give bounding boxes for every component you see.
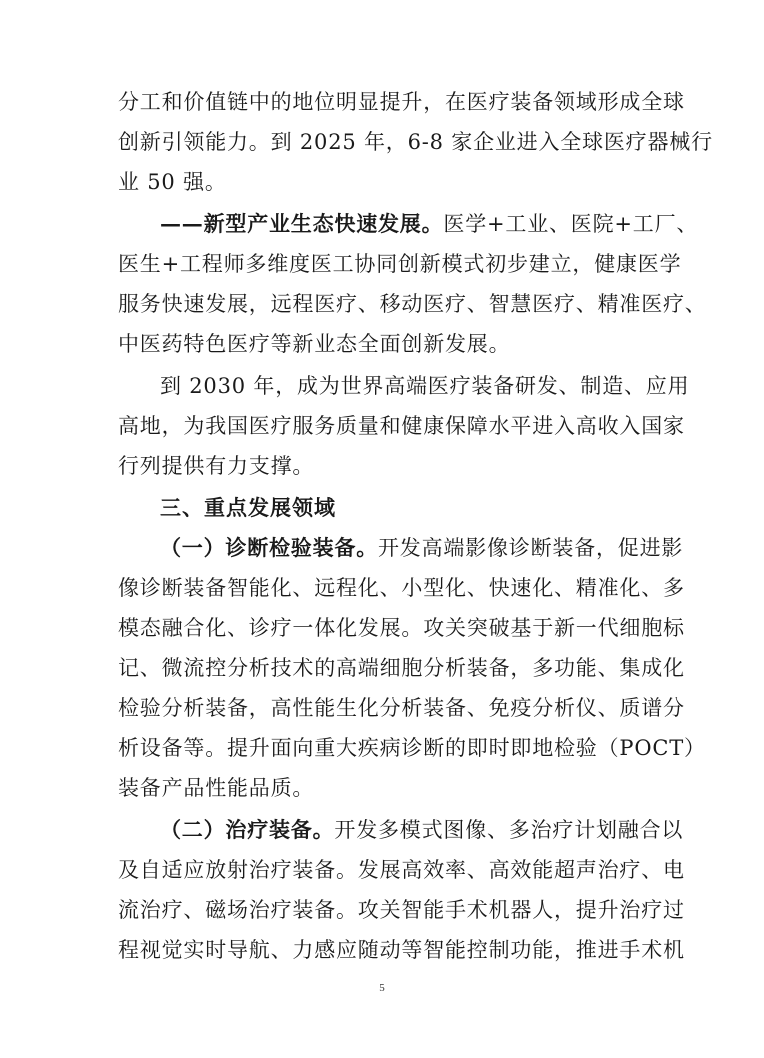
section-heading: 三、重点发展领域 [160, 496, 336, 520]
paragraph-line: 模态融合化、诊疗一体化发展。攻关突破基于新一代细胞标 [118, 616, 685, 640]
paragraph-text: 开发高端影像诊断装备，促进影 [378, 536, 684, 560]
paragraph-line: 程视觉实时导航、力感应随动等智能控制功能，推进手术机 [118, 938, 685, 962]
paragraph-line: 流治疗、磁场治疗装备。攻关智能手术机器人，提升治疗过 [118, 898, 685, 922]
paragraph-line: 中医药特色医疗等新业态全面创新发展。 [118, 332, 511, 356]
paragraph-text: 医学+工业、医院+工厂、 [443, 212, 699, 236]
paragraph-line: 记、微流控分析技术的高端细胞分析装备，多功能、集成化 [118, 656, 685, 680]
paragraph-line: 创新引领能力。到 2025 年，6-8 家企业进入全球医疗器械行 [118, 130, 713, 154]
paragraph-line: 医生+工程师多维度医工协同创新模式初步建立，健康医学 [118, 252, 682, 276]
paragraph-line: 像诊断装备智能化、远程化、小型化、快速化、精准化、多 [118, 576, 685, 600]
paragraph-line: 服务快速发展，远程医疗、移动医疗、智慧医疗、精准医疗、 [118, 292, 707, 316]
page-number: 5 [379, 982, 385, 994]
paragraph-line: 业 50 强。 [118, 170, 227, 194]
paragraph-line: 检验分析装备，高性能生化分析装备、免疫分析仪、质谱分 [118, 696, 685, 720]
paragraph-line: 到 2030 年，成为世界高端医疗装备研发、制造、应用 [160, 374, 690, 398]
subsection-title: （一）诊断检验装备。 [160, 535, 378, 560]
paragraph-line [160, 534, 700, 562]
paragraph-line: 高地，为我国医疗服务质量和健康保障水平进入高收入国家 [118, 414, 685, 438]
paragraph-text: 开发多模式图像、多治疗计划融合以 [334, 818, 684, 842]
paragraph-line [160, 816, 700, 844]
paragraph-line: 装备产品性能品质。 [118, 776, 315, 800]
paragraph-line: 析设备等。提升面向重大疾病诊断的即时即地检验（POCT） [118, 736, 706, 760]
paragraph-line: 及自适应放射治疗装备。发展高效率、高效能超声治疗、电 [118, 858, 685, 882]
section-emphasis: ——新型产业生态快速发展。 [160, 211, 444, 236]
paragraph-line: 分工和价值链中的地位明显提升，在医疗装备领域形成全球 [118, 90, 685, 114]
subsection-title: （二）治疗装备。 [160, 817, 335, 842]
paragraph-line: 行列提供有力支撑。 [118, 454, 315, 478]
paragraph-line [160, 210, 700, 238]
